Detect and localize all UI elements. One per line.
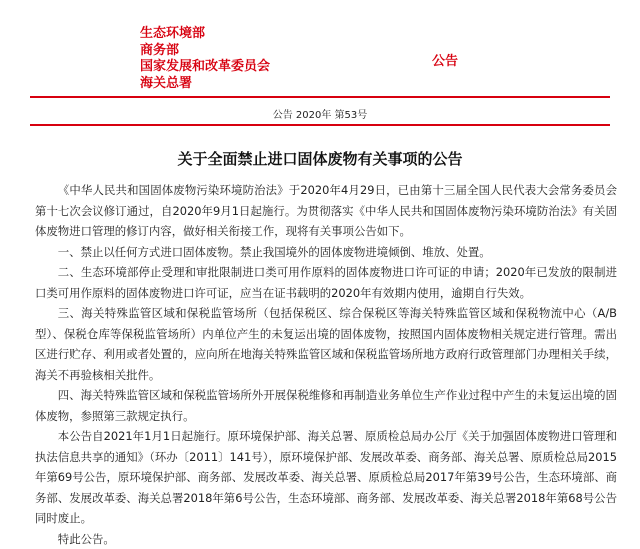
agency-name: 国家发展和改革委员会 (140, 59, 270, 76)
paragraph: 二、生态环境部停止受理和审批限制进口类可用作原料的固体废物进口许可证的申请；2020年已发放的限制进口类可用作原料的固体废物进口许可证，应当在证书载明的2020年有效期内使用，逾期自行失效。 (35, 262, 617, 303)
red-divider-top (30, 96, 610, 98)
paragraph: 本公告自2021年1月1日起施行。原环境保护部、海关总署、原质检总局办公厅《关于加强固体废物进口管理和执法信息共享的通知》（环办〔2011〕141号），原环境保护部、发展改革委、商务部、海关总署、原质检总局2015年第69号公告，原环境保护部、商务部、发展改革委、海关总署、原质检总局2017年第39号公告，生态环境部、商务部、发展改革委、海关总署2018年第6号公告，生态环境部、商务部、发展改革委、海关总署2018年第68号公告同时废止。 (35, 426, 617, 529)
red-divider-bottom (30, 124, 610, 126)
document-number: 公告 2020年 第53号 (0, 106, 640, 121)
agency-name: 商务部 (140, 43, 270, 60)
paragraph: 特此公告。 (35, 529, 617, 549)
agency-name: 生态环境部 (140, 26, 270, 43)
paragraph: 《中华人民共和国固体废物污染环境防治法》于2020年4月29日，已由第十三届全国人民代表大会常务委员会第十七次会议修订通过，自2020年9月1日起施行。为贯彻落实《中华人民共和国固体废物污染环境防治法》有关固体废物进口管理的修订内容，做好相关衔接工作，现将有关事项公告如下。 (35, 180, 617, 242)
paragraph: 四、海关特殊监管区域和保税监管场所外开展保税维修和再制造业务单位生产作业过程中产生的未复运出境的固体废物，参照第三款规定执行。 (35, 385, 617, 426)
agency-name: 海关总署 (140, 76, 270, 93)
document-body (35, 180, 617, 549)
paragraph: 三、海关特殊监管区域和保税监管场所（包括保税区、综合保税区等海关特殊监管区域和保税物流中心（A/B型）、保税仓库等保税监管场所）内单位产生的未复运出境的固体废物，按照国内固体废物相关规定进行管理。需出区进行贮存、利用或者处置的，应向所在地海关特殊监管区域和保税监管场所地方政府行政管理部门办理相关手续，海关不再验核相关批件。 (35, 303, 617, 385)
document-title: 关于全面禁止进口固体废物有关事项的公告 (0, 148, 640, 169)
paragraph: 一、禁止以任何方式进口固体废物。禁止我国境外的固体废物进境倾倒、堆放、处置。 (35, 242, 617, 263)
issuing-agencies (140, 26, 270, 92)
notice-label: 公告 (432, 50, 458, 69)
